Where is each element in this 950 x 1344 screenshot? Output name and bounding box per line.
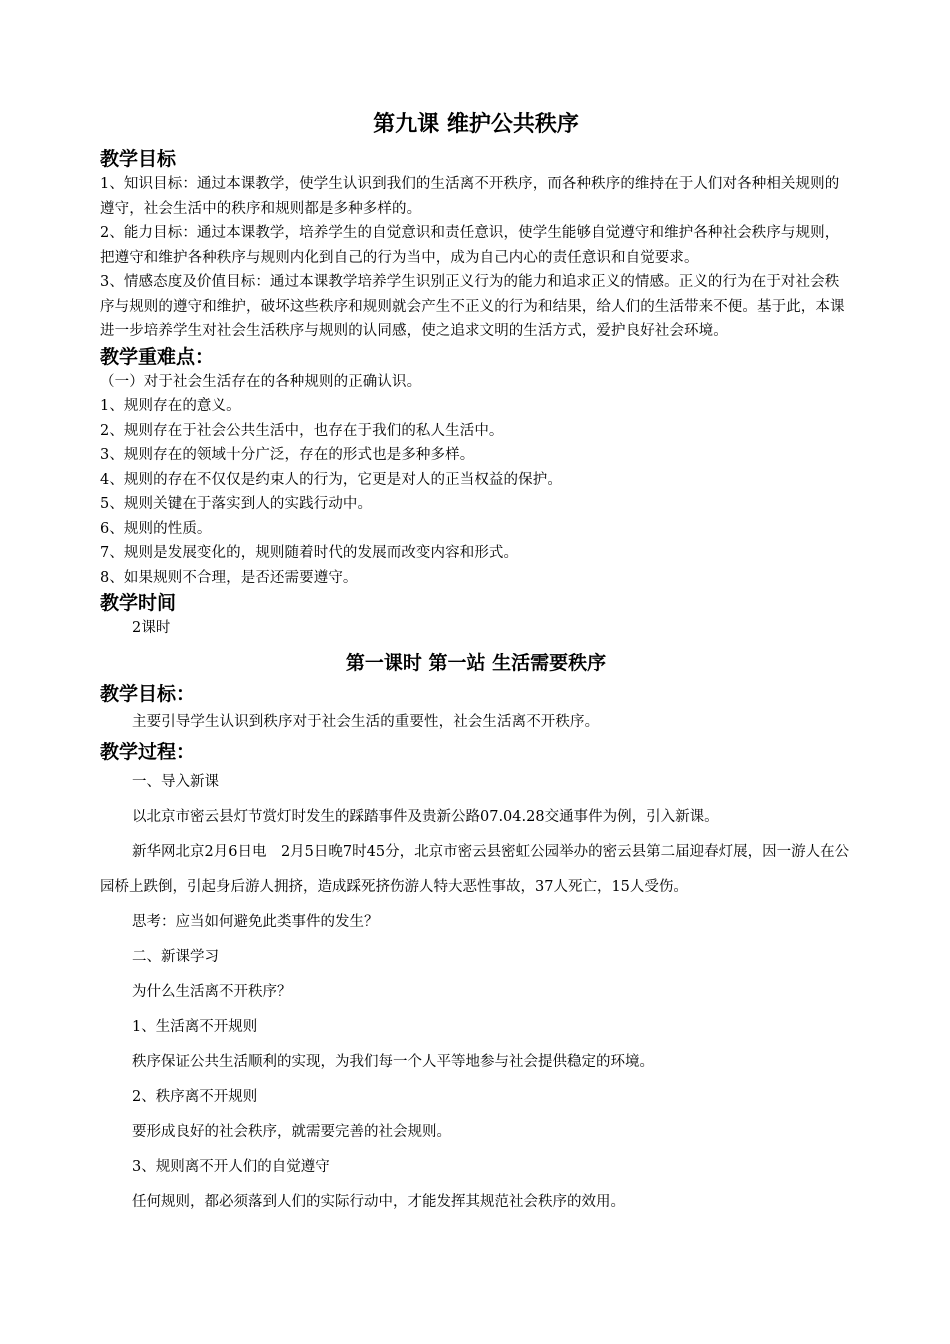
objective-item: 1、知识目标：通过本课教学，使学生认识到我们的生活离不开秩序，而各种秩序的维持在于人们对各种相关规则的遵守，社会生活中的秩序和规则都是多种多样的。: [100, 176, 840, 217]
process-item: 二、新课学习: [132, 948, 219, 965]
process-item: 以北京市密云县灯节赏灯时发生的踩踏事件及贵新公路07.04.28交通事件为例，引入新课。: [132, 808, 719, 825]
time-value: 2课时: [132, 620, 171, 636]
key-point-item: 5、规则关键在于落实到人的实践行动中。: [100, 496, 373, 512]
key-point-item: 3、规则存在的领域十分广泛，存在的形式也是多种多样。: [100, 447, 475, 463]
process-item: 一、导入新课: [132, 773, 219, 790]
document-page: [100, 104, 852, 1220]
process-item: 秩序保证公共生活顺利的实现，为我们每一个人平等地参与社会提供稳定的环境。: [132, 1053, 654, 1070]
key-point-item: 4、规则的存在不仅仅是约束人的行为，它更是对人的正当权益的保护。: [100, 471, 562, 488]
key-point-item: 7、规则是发展变化的，规则随着时代的发展而改变内容和形式。: [100, 545, 519, 561]
objective-item: 2、能力目标：通过本课教学，培养学生的自觉意识和责任意识，使学生能够自觉遵守和维护各种社会秩序与规则，把遵守和维护各种秩序与规则内化到自己的行为当中，成为自己内心的责任意识和自觉要求。: [100, 225, 840, 266]
process-item: 1、生活离不开规则: [132, 1018, 258, 1035]
objectives-heading: 教学目标: [100, 148, 177, 170]
key-point-item: 8、如果规则不合理，是否还需要遵守。: [100, 569, 358, 586]
process-heading: 教学过程：: [100, 740, 196, 763]
page-title: 第九课 维护公共秩序: [373, 112, 579, 137]
key-points-heading: 教学重难点：: [100, 345, 215, 368]
process-item: 思考：应当如何避免此类事件的发生？: [132, 913, 379, 930]
process-item: 新华网北京2月6日电 2月5日晚7时45分，北京市密云县密虹公园举办的密云县第二届迎春灯展，因一游人在公园桥上跌倒，引起身后游人拥挤，造成踩死挤伤游人特大恶性事故，37人死亡，15人受伤。: [100, 843, 850, 895]
time-heading: 教学时间: [100, 592, 177, 614]
key-point-item: 2、规则存在于社会公共生活中，也存在于我们的私人生活中。: [100, 422, 504, 439]
process-item: 3、规则离不开人们的自觉遵守: [132, 1158, 330, 1175]
key-point-item: 1、规则存在的意义。: [100, 398, 241, 414]
lesson-objective-heading: 教学目标：: [100, 682, 196, 705]
lesson-objective-text: 主要引导学生认识到秩序对于社会生活的重要性，社会生活离不开秩序。: [132, 713, 600, 730]
lesson-title: 第一课时 第一站 生活需要秩序: [345, 651, 607, 674]
objective-item: 3、情感态度及价值目标：通过本课教学培养学生识别正义行为的能力和追求正义的情感。正义的行为在于对社会秩序与规则的遵守和维护，破坏这些秩序和规则就会产生不正义的行为和结果，给人们的生活带来不便。基于此，本课进一步培养学生对社会生活秩序与规则的认同感，使之追求文明的生活方式，爱护良好社会环境。: [100, 274, 845, 339]
process-item: 为什么生活离不开秩序？: [132, 983, 292, 1000]
process-item: 2、秩序离不开规则: [132, 1088, 258, 1105]
key-point-item: （一）对于社会生活存在的各种规则的正确认识。: [100, 373, 422, 390]
process-item: 要形成良好的社会秩序，就需要完善的社会规则。: [132, 1123, 451, 1140]
key-point-item: 6、规则的性质。: [100, 520, 212, 537]
process-item: 任何规则，都必须落到人们的实际行动中，才能发挥其规范社会秩序的效用。: [132, 1193, 625, 1210]
